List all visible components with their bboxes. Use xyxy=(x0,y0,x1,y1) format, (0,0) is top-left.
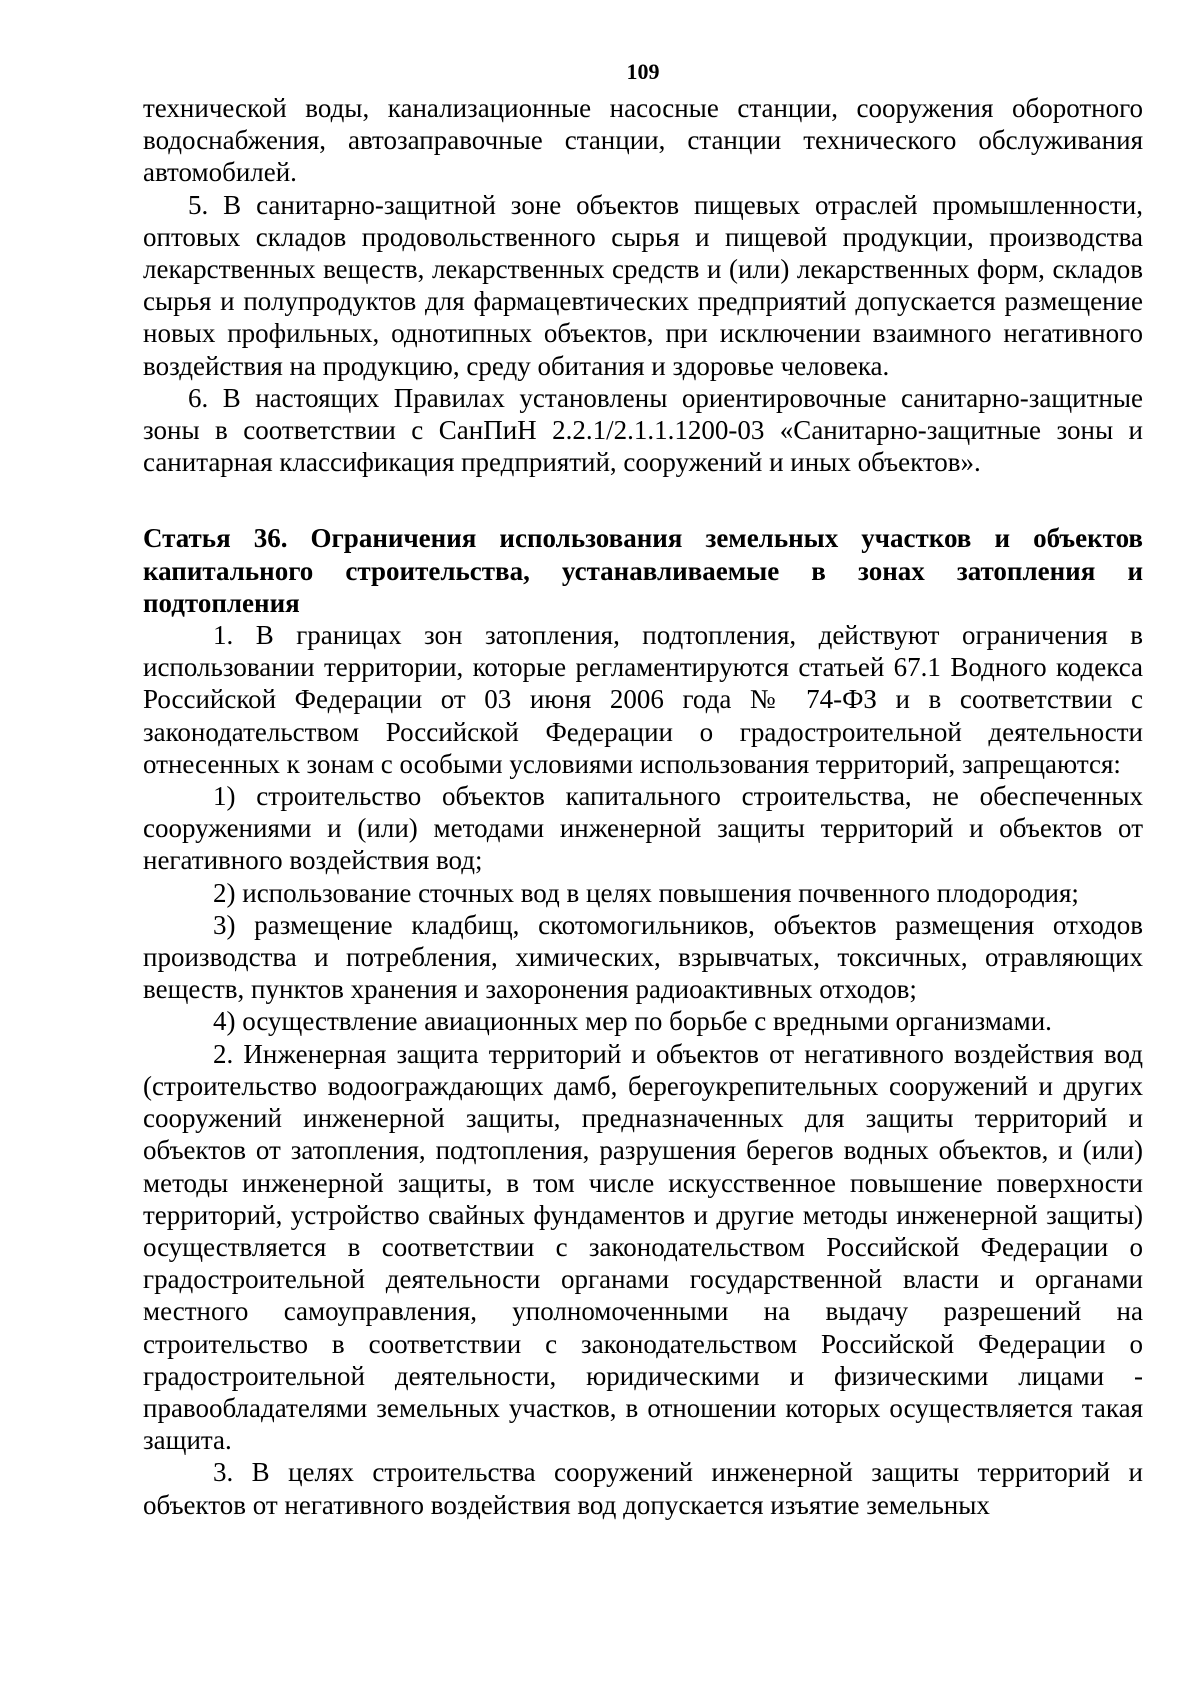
list-item-1: 1) строительство объектов капитального строительства, не обеспеченных сооружениями и (или) методами инженерной защиты территорий и объектов от негативного воздействия вод; xyxy=(143,781,1143,876)
paragraph-clause-3: 3. В целях строительства сооружений инженерной защиты территорий и объектов от негативного воздействия вод допускается изъятие земельных xyxy=(143,1457,1143,1520)
paragraph-item-6: 6. В настоящих Правилах установлены ориентировочные санитарно-защитные зоны в соответствии с СанПиН 2.2.1/2.1.1.1200-03 «Санитарно-защитные зоны и санитарная классификация предприятий, сооружений и иных объектов». xyxy=(143,382,1143,478)
list-item-2: 2) использование сточных вод в целях повышения почвенного плодородия; xyxy=(213,877,1079,908)
paragraph-continued: технической воды, канализационные насосные станции, сооружения оборотного водоснабжения, автозаправочные станции, станции технического обслуживания автомобилей. xyxy=(143,93,1143,188)
paragraph-item-5: 5. В санитарно-защитной зоне объектов пищевых отраслей промышленности, оптовых складов продовольственного сырья и пищевой продукции, производства лекарственных веществ, лекарственных средств и (или) лекарственных форм, складов сырья и полупродуктов для фармацевтических предприятий допускается размещение новых профильных, однотипных объектов, при исключении взаимного негативного воздействия на продукцию, среду обитания и здоровье человека. xyxy=(143,189,1143,381)
document-page xyxy=(143,58,1143,1521)
list-item-3: 3) размещение кладбищ, скотомогильников, объектов размещения отходов производства и потребления, химических, взрывчатых, токсичных, отравляющих веществ, пунктов хранения и захоронения радиоактивных отходов; xyxy=(143,909,1143,1005)
article-heading: Статья 36. Ограничения использования земельных участков и объектов капитального строительства, устанавливаемые в зонах затопления и подтопления xyxy=(143,523,1143,618)
paragraph-clause-2: 2. Инженерная защита территорий и объектов от негативного воздействия вод (строительство водоограждающих дамб, берегоукрепительных сооружений и других сооружений инженерной защиты, предназначенных для защиты территорий и объектов от затопления, подтопления, разрушения берегов водных объектов, и (или) методы инженерной защиты, в том числе искусственное повышение поверхности территорий, устройство свайных фундаментов и другие методы инженерной защиты) осуществляется в соответствии с законодательством Российской Федерации о градостроительной деятельности органами государственной власти и органами местного самоуправления, уполномоченными на выдачу разрешений на строительство в соответствии с законодательством Российской Федерации о градостроительной деятельности, юридическими и физическими лицами - правообладателями земельных участков, в отношении которых осуществляется такая защита. xyxy=(143,1038,1143,1456)
paragraph-clause-1: 1. В границах зон затопления, подтопления, действуют ограничения в использовании территории, которые регламентируются статьей 67.1 Водного кодекса Российской Федерации от 03 июня 2006 года № 74-ФЗ и в соответствии с законодательством Российской Федерации о градостроительной деятельности отнесенных к зонам с особыми условиями использования территорий, запрещаются: xyxy=(143,620,1143,779)
list-item-4: 4) осуществление авиационных мер по борьбе с вредными организмами. xyxy=(213,1006,1052,1037)
page-number: 109 xyxy=(626,59,660,84)
